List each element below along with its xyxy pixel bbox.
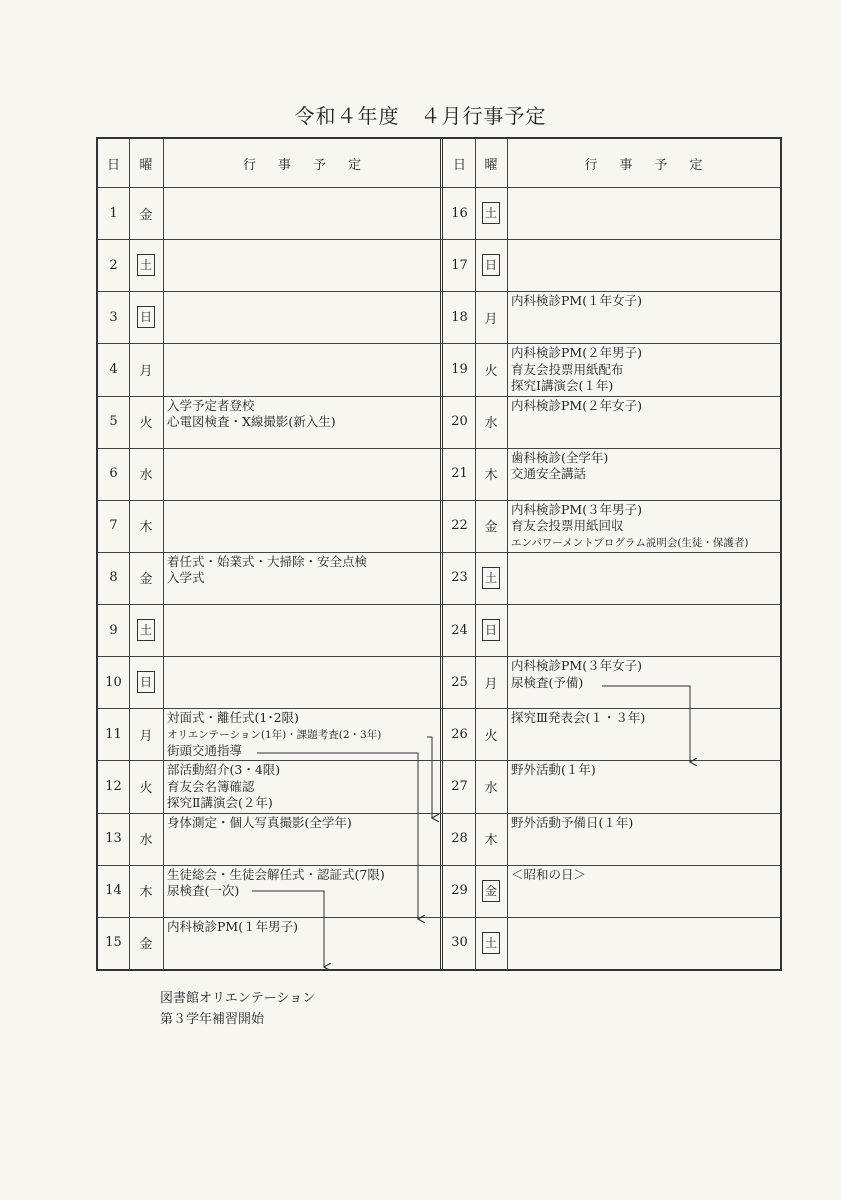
weekday-label: 月 xyxy=(139,363,153,379)
weekday-label: 金 xyxy=(139,572,153,588)
event-item: 内科検診PM(２年男子) xyxy=(511,345,642,361)
events-cell xyxy=(163,604,441,656)
weekday xyxy=(129,239,163,291)
event-item: 内科検診PM(１年女子) xyxy=(511,293,642,309)
weekday-label: 金 xyxy=(139,937,153,953)
weekday-holiday-box: 土 xyxy=(482,567,500,589)
weekday-label: 金 xyxy=(139,207,153,223)
day-number: 10 xyxy=(105,674,122,690)
weekday xyxy=(129,500,163,552)
weekday xyxy=(475,604,507,656)
events-cell xyxy=(507,813,780,865)
weekday-holiday-box: 日 xyxy=(482,619,500,641)
weekday xyxy=(475,239,507,291)
left-header-day: 日 xyxy=(106,157,120,173)
day-number: 27 xyxy=(451,779,468,795)
right-header-events: 行事予定 xyxy=(584,157,725,173)
event-item: 育友会投票用紙回収 xyxy=(511,518,624,534)
event-item: 生徒総会・生徒会解任式・認証式(7限) xyxy=(167,866,385,882)
events-cell xyxy=(163,708,441,760)
weekday-label: 月 xyxy=(484,311,498,327)
day-number: 6 xyxy=(109,466,118,482)
events-cell xyxy=(507,448,780,500)
event-item: 尿検査(予備) xyxy=(511,674,584,690)
left-header-weekday: 曜 xyxy=(139,157,153,173)
event-item: 歯科検診(全学年) xyxy=(511,449,609,465)
schedule-table xyxy=(96,137,782,971)
weekday-label: 水 xyxy=(139,833,153,849)
day-number: 30 xyxy=(451,935,468,951)
weekday xyxy=(475,813,507,865)
events-cell xyxy=(163,239,441,291)
events-cell xyxy=(507,239,780,291)
weekday xyxy=(475,708,507,760)
event-item: エンパワーメントプログラム説明会(生徒・保護者) xyxy=(511,536,749,549)
weekday xyxy=(475,656,507,708)
events-cell xyxy=(163,343,441,395)
weekday xyxy=(475,552,507,604)
day-number: 9 xyxy=(109,622,118,638)
event-item: 尿検査(一次) xyxy=(167,883,240,899)
events-cell xyxy=(507,708,780,760)
event-item: 探究Ⅲ発表会(１・３年) xyxy=(511,710,646,726)
events-cell xyxy=(507,552,780,604)
day-number: 4 xyxy=(109,361,118,377)
weekday-label: 金 xyxy=(484,520,498,536)
event-item: 内科検診PM(２年女子) xyxy=(511,397,642,413)
weekday-holiday-box: 土 xyxy=(137,254,155,276)
events-cell xyxy=(163,917,441,969)
event-item: 野外活動予備日(１年) xyxy=(511,814,634,830)
event-item: 内科検診PM(３年男子) xyxy=(511,501,642,517)
events-cell xyxy=(507,656,780,708)
event-item: 内科検診PM(１年男子) xyxy=(167,918,298,934)
weekday-label: 火 xyxy=(484,728,498,744)
weekday-label: 月 xyxy=(484,676,498,692)
event-item: 身体測定・個人写真撮影(全学年) xyxy=(167,814,352,830)
weekday xyxy=(129,760,163,812)
weekday-holiday-box: 金 xyxy=(482,880,500,902)
weekday xyxy=(129,917,163,969)
day-number: 16 xyxy=(451,205,468,221)
day-number: 26 xyxy=(451,726,468,742)
day-number: 20 xyxy=(451,414,468,430)
weekday xyxy=(129,865,163,917)
weekday-holiday-box: 日 xyxy=(137,671,155,693)
weekday-holiday-box: 日 xyxy=(482,254,500,276)
events-cell xyxy=(507,187,780,239)
weekday xyxy=(475,396,507,448)
event-item: 心電図検査・X線撮影(新入生) xyxy=(167,414,336,430)
event-item: 交通安全講話 xyxy=(511,466,587,482)
weekday xyxy=(129,448,163,500)
event-item: 入学予定者登校 xyxy=(167,397,255,413)
event-item: 着任式・始業式・大掃除・安全点検 xyxy=(167,553,368,569)
events-cell xyxy=(163,656,441,708)
weekday-label: 月 xyxy=(139,728,153,744)
events-cell xyxy=(163,500,441,552)
weekday xyxy=(129,396,163,448)
events-cell xyxy=(507,604,780,656)
weekday-label: 火 xyxy=(139,781,153,797)
event-item: 探究Ⅰ講演会(１年) xyxy=(511,378,614,394)
weekday xyxy=(129,604,163,656)
weekday-label: 水 xyxy=(484,781,498,797)
weekday-label: 火 xyxy=(139,416,153,432)
weekday xyxy=(475,448,507,500)
day-number: 5 xyxy=(109,414,118,430)
event-item: オリエンテーション(1年)・課題考査(2・3年) xyxy=(167,728,382,741)
weekday xyxy=(129,813,163,865)
weekday xyxy=(475,865,507,917)
events-cell xyxy=(507,343,780,395)
day-number: 7 xyxy=(109,518,118,534)
day-number: 14 xyxy=(105,883,122,899)
footer-note: 第３学年補習開始 xyxy=(160,1012,265,1027)
weekday-holiday-box: 日 xyxy=(137,306,155,328)
weekday-label: 水 xyxy=(484,416,498,432)
events-cell xyxy=(163,187,441,239)
right-header-weekday: 曜 xyxy=(484,157,498,173)
day-number: 1 xyxy=(109,205,118,221)
events-cell xyxy=(507,917,780,969)
weekday xyxy=(129,708,163,760)
events-cell xyxy=(507,396,780,448)
event-item: 対面式・離任式(1･2限) xyxy=(167,710,299,726)
day-number: 29 xyxy=(451,883,468,899)
events-cell xyxy=(507,291,780,343)
day-number: 22 xyxy=(451,518,468,534)
day-number: 28 xyxy=(451,831,468,847)
day-number: 12 xyxy=(105,779,122,795)
event-item: 野外活動(１年) xyxy=(511,762,596,778)
events-cell xyxy=(163,552,441,604)
day-number: 18 xyxy=(451,309,468,325)
day-number: 17 xyxy=(451,257,468,273)
weekday xyxy=(129,552,163,604)
weekday-holiday-box: 土 xyxy=(482,202,500,224)
day-number: 24 xyxy=(451,622,468,638)
weekday xyxy=(475,760,507,812)
day-number: 21 xyxy=(451,466,468,482)
weekday-label: 火 xyxy=(484,363,498,379)
events-cell xyxy=(163,760,441,812)
day-number: 25 xyxy=(451,674,468,690)
event-item: 内科検診PM(３年女子) xyxy=(511,658,642,674)
weekday xyxy=(129,291,163,343)
weekday xyxy=(129,187,163,239)
day-number: 3 xyxy=(109,309,118,325)
event-item: 育友会名簿確認 xyxy=(167,778,255,794)
weekday xyxy=(475,917,507,969)
events-cell xyxy=(163,813,441,865)
events-cell xyxy=(507,865,780,917)
day-number: 23 xyxy=(451,570,468,586)
day-number: 19 xyxy=(451,361,468,377)
day-number: 8 xyxy=(109,570,118,586)
left-header-events: 行事予定 xyxy=(242,157,383,173)
event-item: 部活動紹介(3・4限) xyxy=(167,762,281,778)
right-header-day: 日 xyxy=(452,157,466,173)
weekday xyxy=(475,187,507,239)
footer-notes xyxy=(160,988,315,1030)
day-number: 13 xyxy=(105,831,122,847)
day-number: 15 xyxy=(105,935,122,951)
events-cell xyxy=(507,500,780,552)
day-number: 2 xyxy=(109,257,118,273)
weekday-holiday-box: 土 xyxy=(482,932,500,954)
weekday xyxy=(475,343,507,395)
event-item: 育友会投票用紙配布 xyxy=(511,361,624,377)
weekday-label: 木 xyxy=(484,468,498,484)
weekday xyxy=(475,291,507,343)
page-title: 令和４年度 ４月行事予定 xyxy=(294,104,547,128)
weekday-holiday-box: 土 xyxy=(137,619,155,641)
events-cell xyxy=(163,865,441,917)
weekday-label: 木 xyxy=(484,833,498,849)
weekday-label: 水 xyxy=(139,468,153,484)
weekday-label: 木 xyxy=(139,520,153,536)
events-cell xyxy=(163,448,441,500)
weekday-label: 木 xyxy=(139,885,153,901)
event-item: ＜昭和の日＞ xyxy=(511,866,587,882)
events-cell xyxy=(163,396,441,448)
weekday xyxy=(475,500,507,552)
events-cell xyxy=(163,291,441,343)
events-cell xyxy=(507,760,780,812)
weekday xyxy=(129,343,163,395)
footer-note: 図書館オリエンテーション xyxy=(160,991,316,1006)
event-item: 街頭交通指導 xyxy=(167,743,243,759)
weekday xyxy=(129,656,163,708)
event-item: 探究Ⅱ講演会(２年) xyxy=(167,795,273,811)
event-item: 入学式 xyxy=(167,570,205,586)
day-number: 11 xyxy=(105,726,122,742)
